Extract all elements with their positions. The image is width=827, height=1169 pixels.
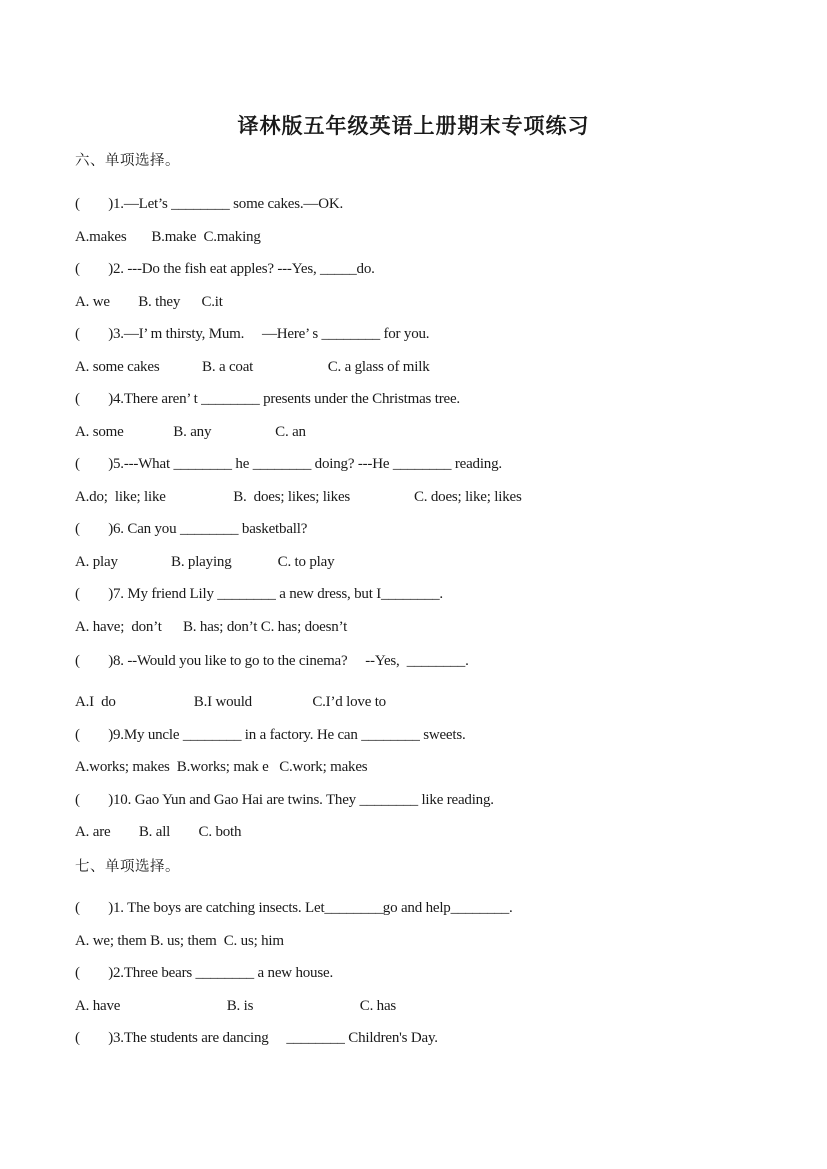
question-line: ( )3.The students are dancing ________ Children's Day.	[75, 1030, 438, 1046]
options-line: A. some B. any C. an	[75, 424, 306, 440]
question-line: ( )2.Three bears ________ a new house.	[75, 965, 334, 981]
section-heading-6: 六、单项选择。	[75, 153, 180, 169]
question-line: ( )2. ---Do the fish eat apples? ---Yes, _____do.	[75, 261, 375, 277]
question-line: ( )3.—I’ m thirsty, Mum. —Here’ s ________ for you.	[75, 326, 430, 342]
question-line: ( )8. --Would you like to go to the cinema? --Yes, ________.	[75, 653, 469, 669]
options-line: A.makes B.make C.making	[75, 229, 261, 245]
options-line: A. play B. playing C. to play	[75, 554, 335, 570]
question-line: ( )5.---What ________ he ________ doing? ---He ________ reading.	[75, 456, 502, 472]
question-line: ( )10. Gao Yun and Gao Hai are twins. They ________ like reading.	[75, 792, 494, 808]
options-line: A.I do B.I would C.I’d love to	[75, 694, 386, 710]
section-heading-7: 七、单项选择。	[75, 859, 180, 875]
options-line: A. are B. all C. both	[75, 824, 242, 840]
options-line: A. we B. they C.it	[75, 294, 223, 310]
options-line: A. have; don’t B. has; don’t C. has; doesn’t	[75, 619, 348, 635]
question-line: ( )9.My uncle ________ in a factory. He can ________ sweets.	[75, 727, 466, 743]
options-line: A. have B. is C. has	[75, 998, 397, 1014]
question-line: ( )7. My friend Lily ________ a new dress, but I________.	[75, 586, 443, 602]
page-title: 译林版五年级英语上册期末专项练习	[237, 113, 590, 138]
question-line: ( )4.There aren’ t ________ presents under the Christmas tree.	[75, 391, 460, 407]
options-line: A. some cakes B. a coat C. a glass of milk	[75, 359, 430, 375]
options-line: A.works; makes B.works; mak e C.work; makes	[75, 759, 368, 775]
question-line: ( )6. Can you ________ basketball?	[75, 521, 308, 537]
question-line: ( )1. The boys are catching insects. Let________go and help________.	[75, 900, 513, 916]
question-line: ( )1.—Let’s ________ some cakes.—OK.	[75, 196, 344, 212]
options-line: A.do; like; like B. does; likes; likes C. does; like; likes	[75, 489, 522, 505]
options-line: A. we; them B. us; them C. us; him	[75, 933, 284, 949]
